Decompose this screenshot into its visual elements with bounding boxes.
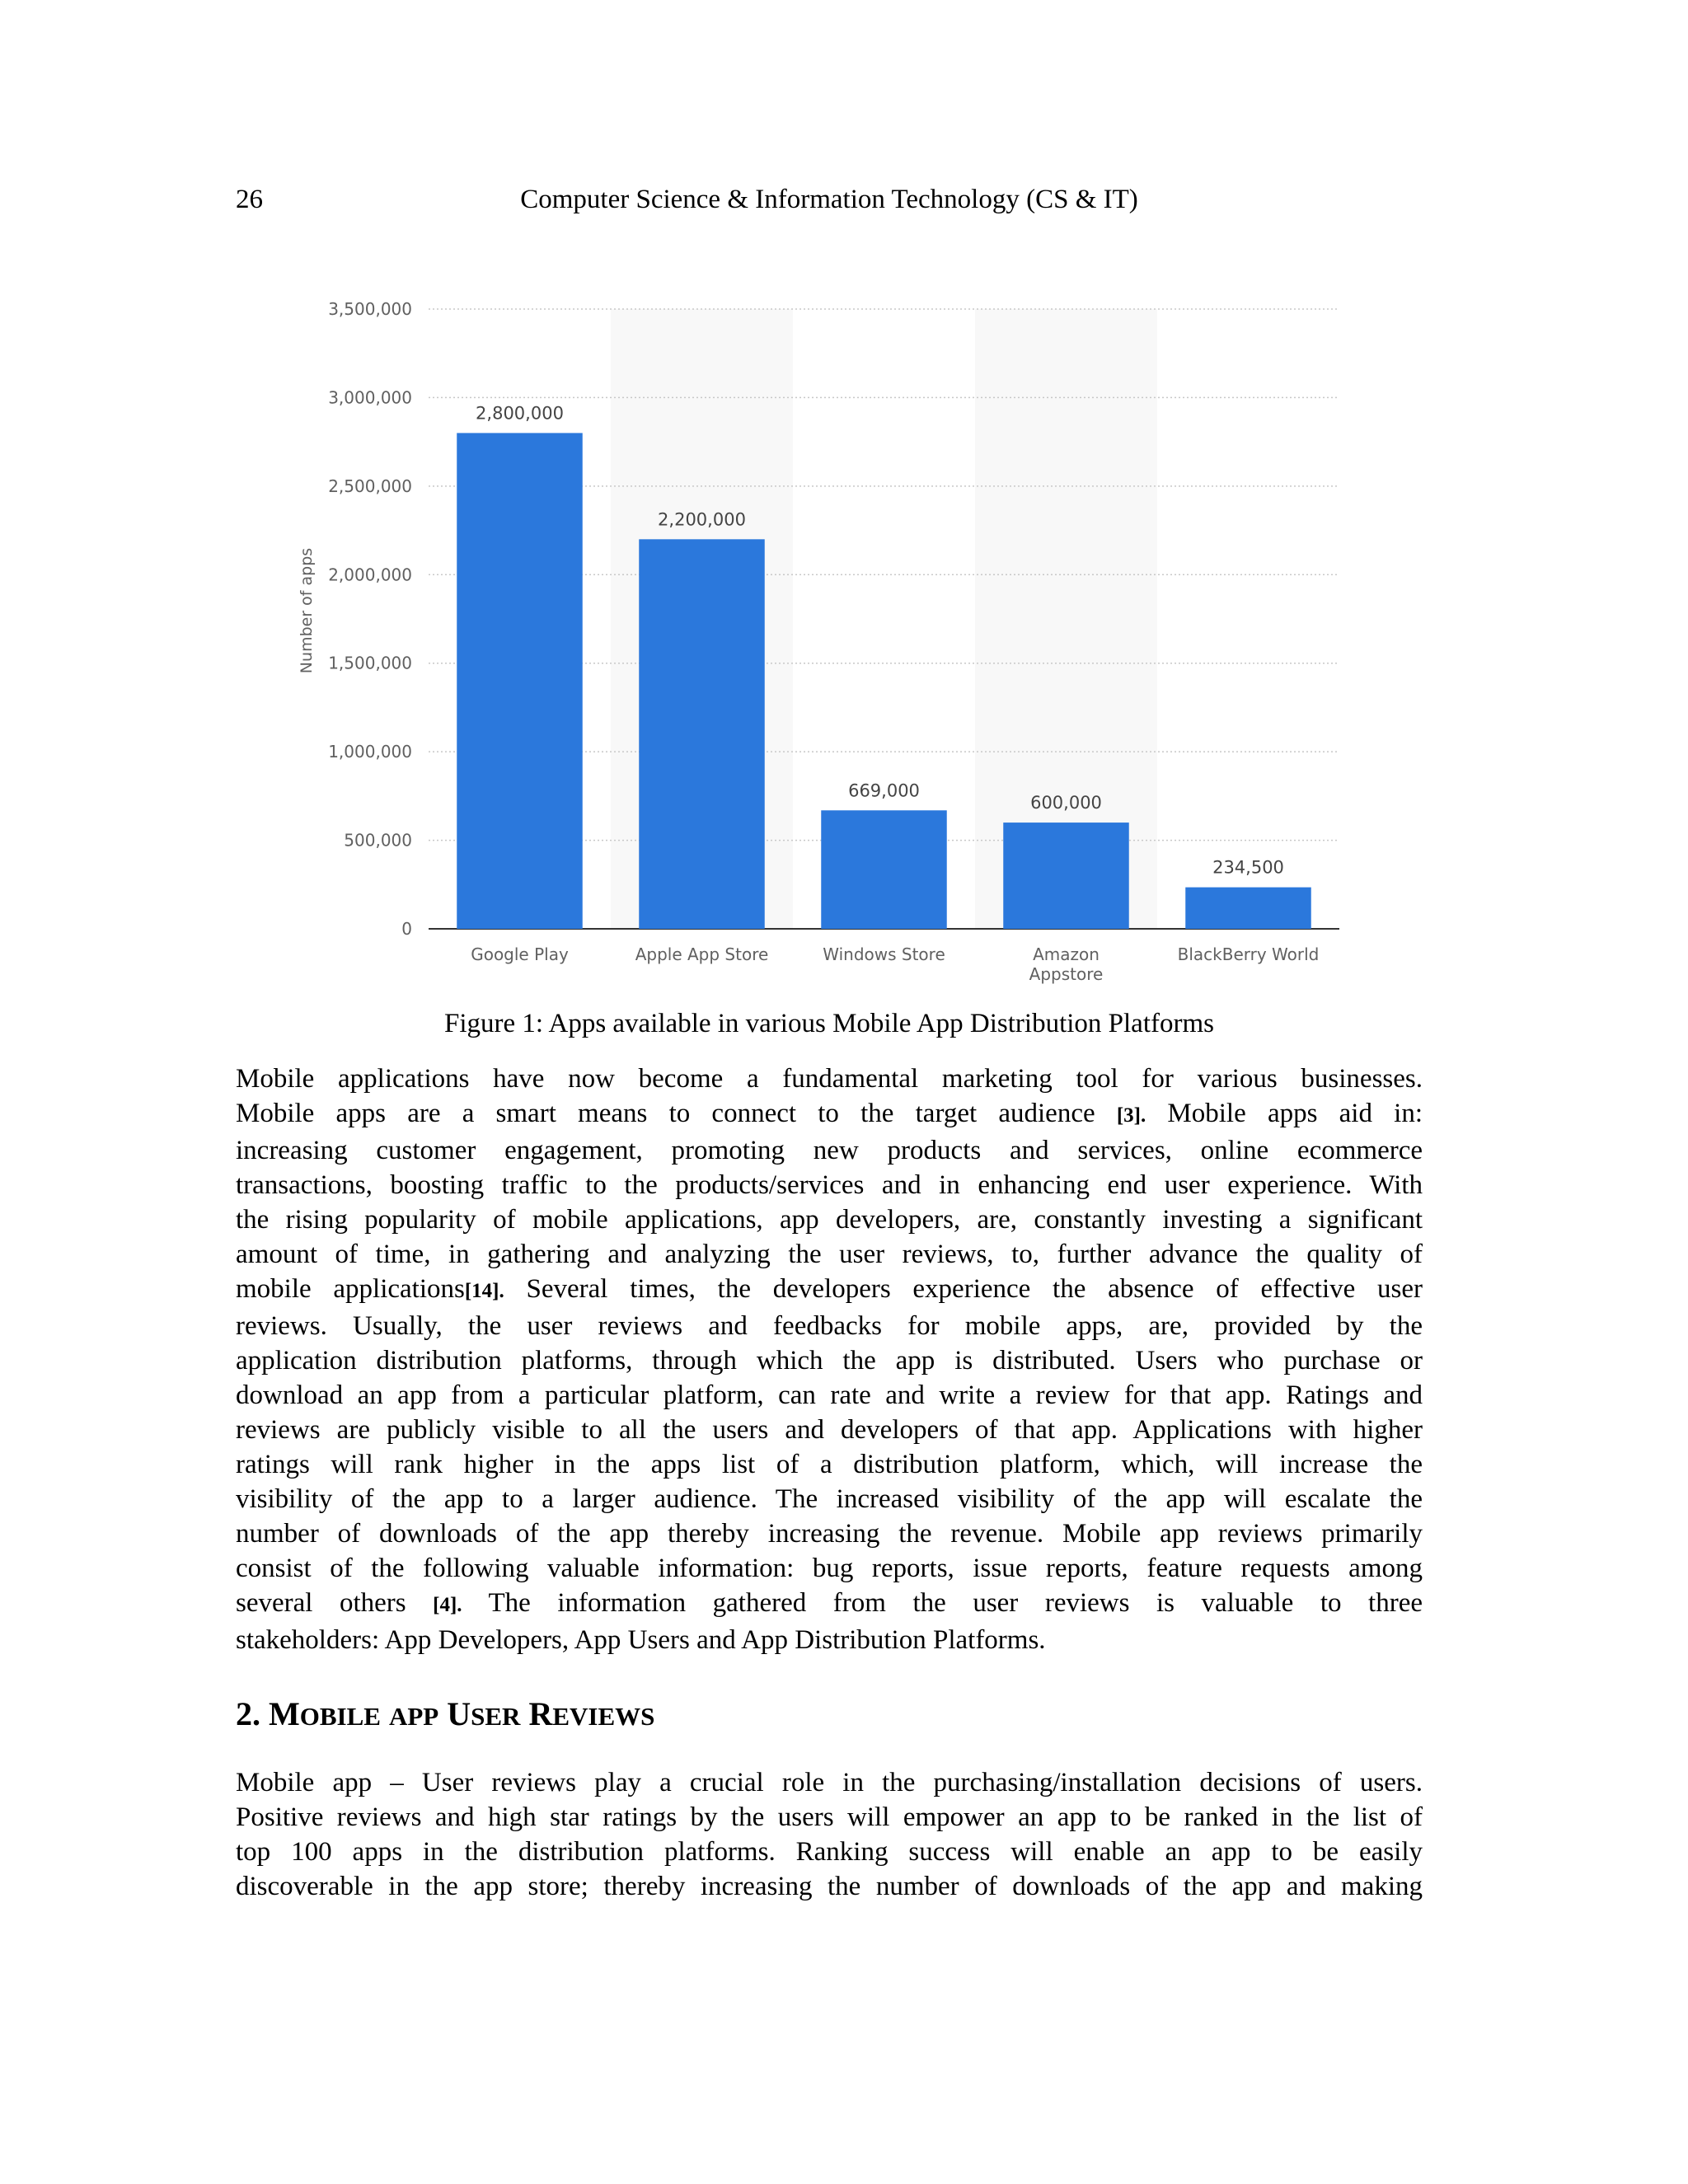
y-tick-label: 2,000,000: [328, 565, 412, 585]
bar-chart: [288, 293, 1376, 1010]
y-tick-label: 0: [401, 919, 412, 939]
text-line: Mobile applications have now become a fundamental marketing tool for various businesses.: [236, 1064, 1423, 1094]
citation-ref[interactable]: [4].: [433, 1594, 462, 1616]
data-label: 234,500: [1212, 857, 1284, 878]
y-axis-label: Number of apps: [298, 547, 316, 674]
bar: [639, 539, 764, 929]
text-line: reviews are publicly visible to all the users and developers of that app. Applications with higher: [236, 1415, 1423, 1445]
text-line: several others [4]. The information gathered from the user reviews is valuable to three: [236, 1588, 1423, 1618]
y-tick-label: 3,000,000: [328, 387, 412, 408]
data-label: 2,800,000: [476, 403, 564, 424]
text-line: Mobile apps are a smart means to connect to the target audience [3]. Mobile apps aid in:: [236, 1099, 1423, 1128]
text-line: consist of the following valuable information: bug reports, issue reports, feature requests among: [236, 1554, 1423, 1583]
bar: [1003, 823, 1128, 929]
y-tick-label: 500,000: [344, 830, 412, 851]
x-tick-label: Apple App Store: [635, 944, 769, 964]
bar: [457, 433, 582, 929]
text-line: amount of time, in gathering and analyzing the user reviews, to, further advance the quality of: [236, 1240, 1423, 1269]
x-tick-label: Windows Store: [823, 944, 945, 964]
text-line: mobile applications[14]. Several times, the developers experience the absence of effective user: [236, 1274, 1423, 1304]
x-tick-label: Appstore: [1029, 964, 1104, 984]
y-tick-label: 1,500,000: [328, 653, 412, 673]
data-label: 2,200,000: [658, 509, 746, 530]
figure-caption: Figure 1: Apps available in various Mobile App Distribution Platforms: [443, 1009, 1214, 1038]
page-number: 26: [236, 185, 263, 214]
x-tick-label: Amazon: [1033, 944, 1100, 964]
text-line: visibility of the app to a larger audience. The increased visibility of the app will escalate the: [236, 1484, 1423, 1514]
text-line: increasing customer engagement, promoting new products and services, online ecommerce: [236, 1136, 1423, 1165]
y-tick-label: 3,500,000: [328, 299, 412, 319]
body-paragraph-2: [236, 1765, 1423, 1904]
text-line: discoverable in the app store; thereby increasing the number of downloads of the app and making: [236, 1872, 1423, 1901]
section-heading: 2. MOBILE APP USER REVIEWS: [236, 1695, 655, 1732]
bar: [821, 810, 946, 929]
text-line: transactions, boosting traffic to the products/services and in enhancing end user experience. With: [236, 1170, 1423, 1200]
text-line: the rising popularity of mobile applications, app developers, are, constantly investing a significant: [236, 1205, 1423, 1235]
y-tick-label: 1,000,000: [328, 742, 412, 762]
y-tick-label: 2,500,000: [328, 476, 412, 496]
text-line: application distribution platforms, through which the app is distributed. Users who purchase or: [236, 1346, 1423, 1376]
text-line: stakeholders: App Developers, App Users and App Distribution Platforms.: [236, 1625, 1046, 1655]
data-label: 669,000: [848, 780, 920, 801]
citation-ref[interactable]: [14].: [464, 1280, 504, 1302]
text-line: ratings will rank higher in the apps list of a distribution platform, which, will increase the: [236, 1450, 1423, 1479]
text-line: number of downloads of the app thereby increasing the revenue. Mobile app reviews primarily: [236, 1519, 1423, 1549]
text-line: Positive reviews and high star ratings by the users will empower an app to be ranked in the list of: [236, 1802, 1423, 1832]
x-tick-label: BlackBerry World: [1177, 944, 1320, 964]
text-line: Mobile app – User reviews play a crucial role in the purchasing/installation decisions of users.: [236, 1768, 1423, 1797]
body-paragraph-1: [236, 1062, 1423, 1657]
data-label: 600,000: [1030, 793, 1102, 813]
text-line: top 100 apps in the distribution platforms. Ranking success will enable an app to be easily: [236, 1837, 1423, 1867]
citation-ref[interactable]: [3].: [1116, 1104, 1146, 1127]
x-tick-label: Google Play: [471, 944, 569, 964]
text-line: download an app from a particular platform, can rate and write a review for that app. Ratings and: [236, 1380, 1423, 1410]
text-line: reviews. Usually, the user reviews and feedbacks for mobile apps, are, provided by the: [236, 1311, 1423, 1341]
journal-title: Computer Science & Information Technology (CS & IT): [520, 185, 1138, 214]
bar: [1185, 888, 1311, 929]
